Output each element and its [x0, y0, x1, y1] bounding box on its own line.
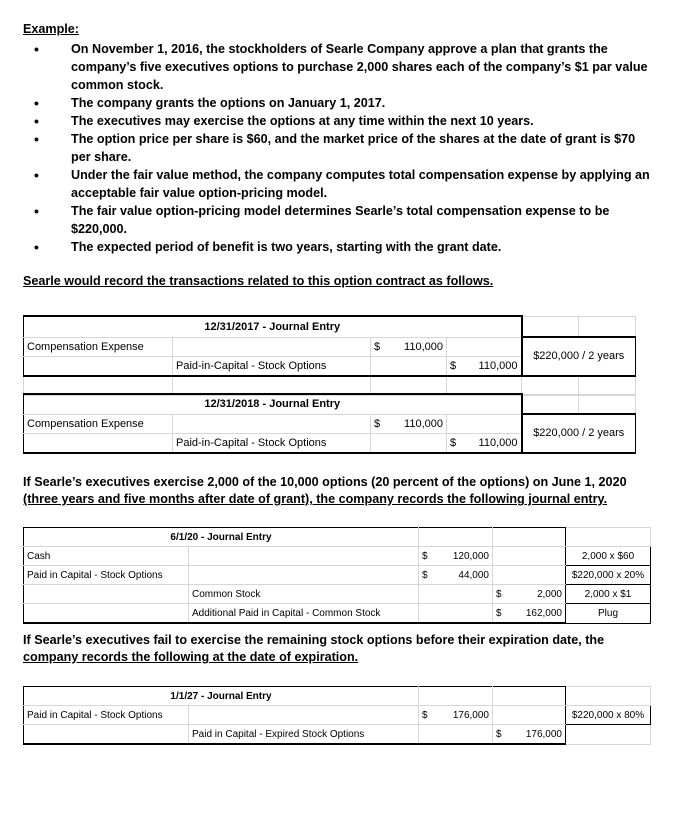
intro-text: Searle would record the transactions related to this option contract as follows.	[23, 274, 494, 288]
credit-amount: 176,000	[525, 728, 562, 740]
credit-account: Additional Paid in Capital - Common Stock	[189, 604, 419, 624]
bullet-item: • On November 1, 2016, the stockholders of Searle Company approve a plan that grants the company’s five executives options to purchase 2,000 shares each of the company’s $1 par value common stock.	[71, 40, 653, 94]
currency: $	[496, 607, 502, 619]
credit-account: Common Stock	[189, 585, 419, 604]
entry-title: 6/1/20 - Journal Entry	[24, 528, 419, 547]
currency: $	[450, 359, 457, 372]
currency: $	[422, 550, 428, 562]
bullet-item: • Under the fair value method, the company computes total compensation expense by applying an acceptable fair value option-pricing model.	[71, 166, 653, 202]
credit-account: Paid-in-Capital - Stock Options	[173, 356, 371, 376]
credit-amount: 2,000	[536, 588, 562, 600]
journal-entry-2020	[23, 527, 651, 624]
journal-entry-2018	[23, 393, 636, 454]
debit-account: Compensation Expense	[24, 337, 173, 356]
exercise-text	[23, 474, 653, 508]
bullet-item: • The fair value option-pricing model determines Searle’s total compensation expense to be $220,000.	[71, 202, 653, 238]
debit-amount: 110,000	[404, 340, 443, 353]
entry-title: 1/1/27 - Journal Entry	[24, 687, 419, 706]
credit-amount: 162,000	[525, 607, 562, 619]
credit-amount: 110,000	[478, 359, 518, 372]
bullet-item: • The option price per share is $60, and the market price of the shares at the date of grant is $70 per share.	[71, 130, 653, 166]
example-section	[23, 20, 653, 290]
exercise-text-line: If Searle’s executives exercise 2,000 of the 10,000 options (20 percent of the options) on June 1, 2020	[23, 475, 627, 489]
currency: $	[374, 417, 381, 430]
credit-amount: 110,000	[478, 436, 518, 449]
credit-account: Paid-in-Capital - Stock Options	[173, 433, 371, 453]
debit-amount: 176,000	[452, 709, 489, 721]
debit-account: Paid in Capital - Stock Options	[24, 706, 189, 725]
bullet-item: • The company grants the options on January 1, 2017.	[71, 94, 653, 112]
currency: $	[450, 436, 457, 449]
expire-text	[23, 632, 653, 666]
entry-title: 12/31/2017 - Journal Entry	[24, 316, 522, 337]
debit-account: Paid in Capital - Stock Options	[24, 566, 189, 585]
entry-note: $220,000 x 80%	[566, 706, 651, 725]
bullet-item: • The expected period of benefit is two years, starting with the grant date.	[71, 238, 653, 256]
exercise-text-line: (three years and five months after date of grant), the company records the following journal entry.	[23, 492, 608, 506]
credit-account: Paid in Capital - Expired Stock Options	[189, 725, 419, 745]
debit-account: Compensation Expense	[24, 414, 173, 433]
entry-note: $220,000 / 2 years	[522, 337, 636, 376]
debit-account: Cash	[24, 547, 189, 566]
debit-amount: 110,000	[404, 417, 443, 430]
entry-note: $220,000 / 2 years	[522, 414, 636, 453]
entry-note: $220,000 x 20%	[566, 566, 651, 585]
currency: $	[374, 340, 381, 353]
entry-note: 2,000 x $1	[566, 585, 651, 604]
expire-text-line: If Searle’s executives fail to exercise the remaining stock options before their expiration date, the	[23, 633, 605, 647]
currency: $	[496, 728, 502, 740]
journal-entry-2027	[23, 686, 651, 745]
debit-amount: 120,000	[452, 550, 489, 562]
bullet-item: • The executives may exercise the options at any time within the next 10 years.	[71, 112, 653, 130]
currency: $	[422, 569, 428, 581]
entry-note: Plug	[566, 604, 651, 624]
expire-text-line: company records the following at the date of expiration.	[23, 650, 359, 664]
entry-title: 12/31/2018 - Journal Entry	[24, 394, 522, 414]
currency: $	[422, 709, 428, 721]
journal-entry-2017	[23, 315, 636, 396]
bullet-list	[23, 40, 653, 256]
currency: $	[496, 588, 502, 600]
debit-amount: 44,000	[458, 569, 489, 581]
example-label: Example:	[23, 22, 79, 36]
entry-note: 2,000 x $60	[566, 547, 651, 566]
